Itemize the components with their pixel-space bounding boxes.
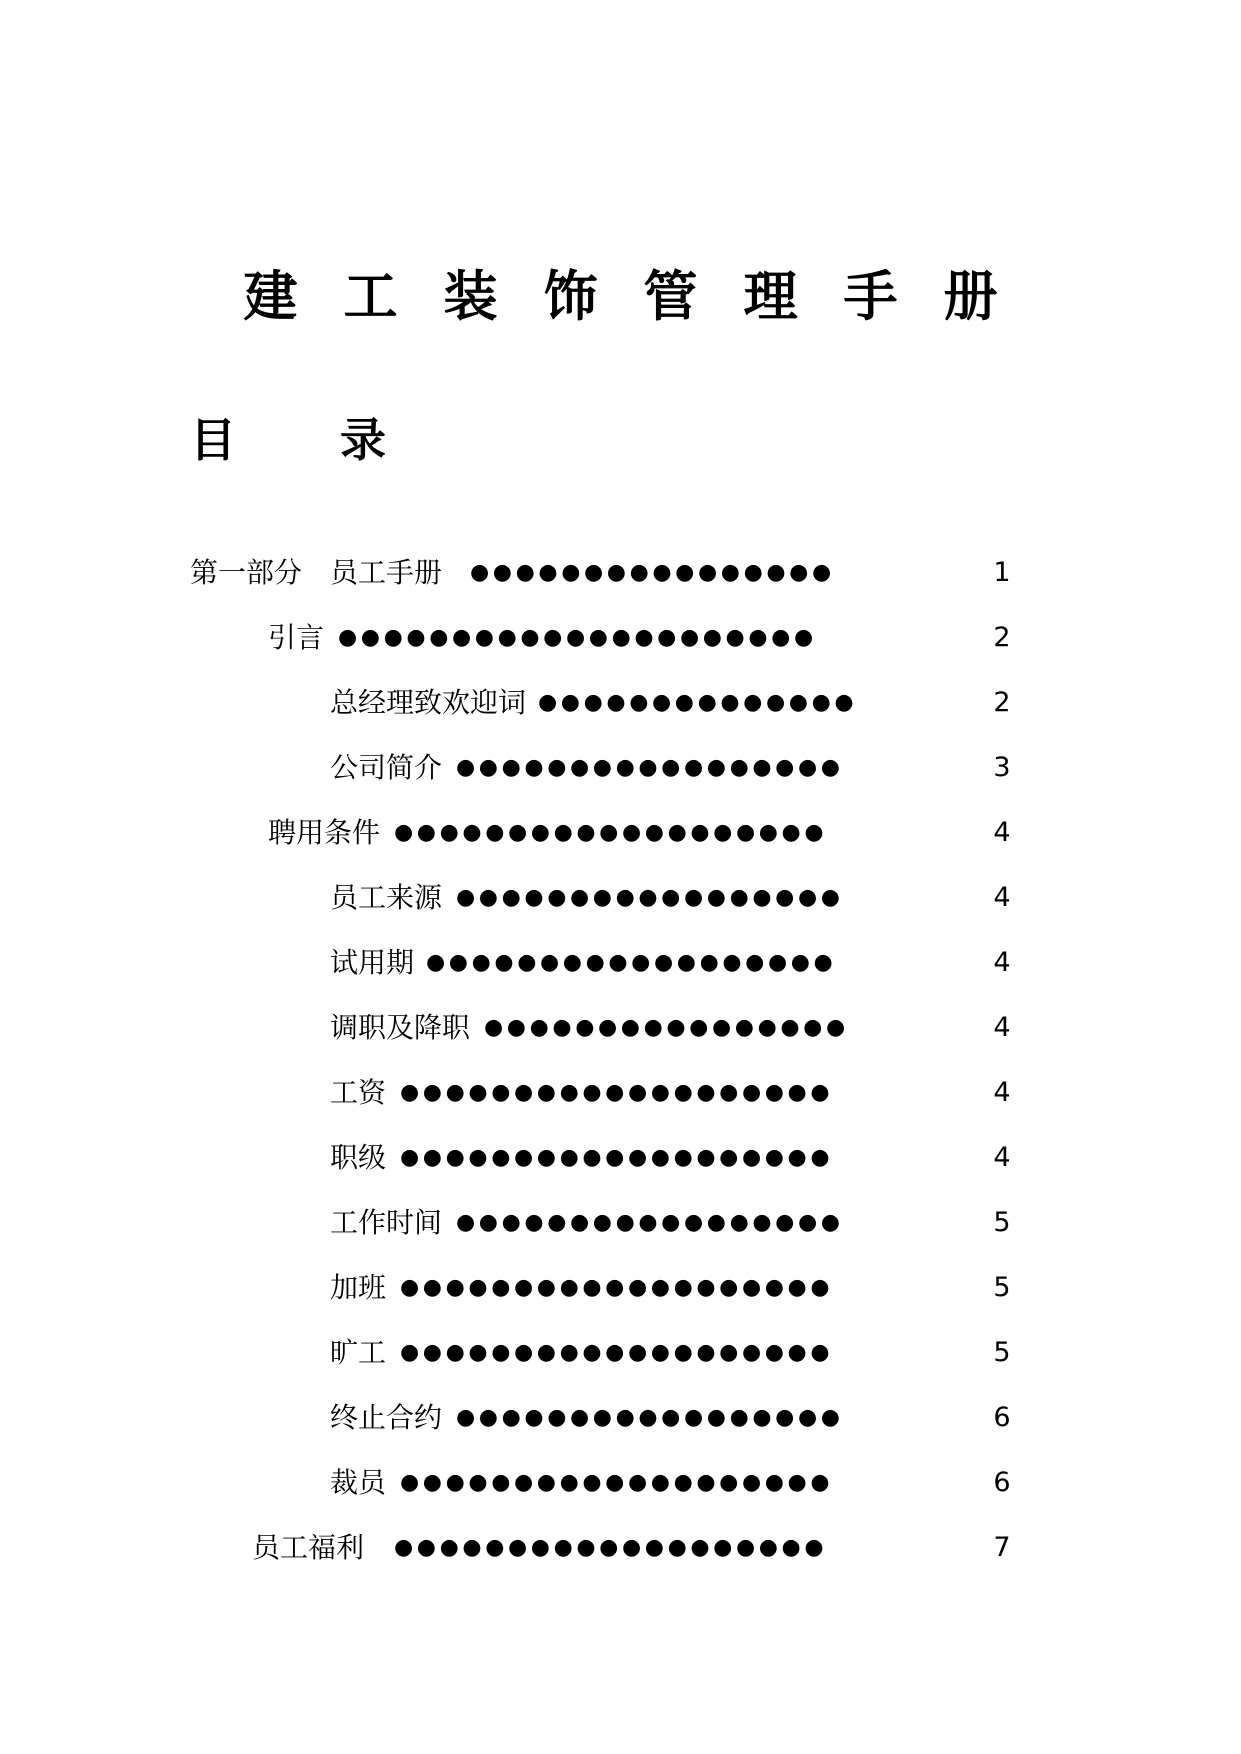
toc-entry[interactable] [330,1398,844,1438]
toc-entry[interactable] [330,1333,833,1373]
title-char: 册 [943,265,998,328]
toc-leader-dots: ●●●●●●●●●●●●●●●●●● [426,950,837,975]
toc-page-number: 4 [993,1012,1011,1043]
title-char: 饰 [543,265,598,328]
title-char: 理 [743,265,798,328]
toc-entry[interactable] [190,553,835,593]
toc-page-number: 5 [993,1272,1011,1303]
toc-entry-label: 旷工 [330,1336,387,1369]
toc-entry-label: 裁员 [330,1466,387,1499]
toc-entry-label: 加班 [330,1271,387,1304]
toc-page-number: 4 [993,882,1011,913]
toc-entry-label: 调职及降职 [330,1011,471,1044]
toc-entry[interactable] [330,1203,844,1243]
toc-entry[interactable] [330,748,844,788]
toc-leader-dots: ●●●●●●●●●●●●●●●●●●● [400,1275,834,1300]
toc-leader-dots: ●●●●●●●●●●●●●●●●● [456,1405,844,1430]
toc-entry[interactable] [330,943,836,983]
toc-entry-label: 终止合约 [330,1401,443,1434]
toc-entry[interactable] [330,1008,849,1048]
toc-entry[interactable] [330,683,857,723]
toc-page-number: 5 [993,1337,1011,1368]
toc-entry[interactable] [330,878,844,918]
toc-entry-label: 引言 [268,621,325,654]
toc-page-number: 4 [993,947,1011,978]
toc-page-number: 3 [993,752,1011,783]
toc-entry[interactable] [330,1463,833,1503]
toc-leader-dots: ●●●●●●●●●●●●●●●●●●● [400,1340,834,1365]
toc-page-number: 5 [993,1207,1011,1238]
toc-leader-dots: ●●●●●●●●●●●●●●●●● [456,755,844,780]
toc-entry-label: 第一部分 员工手册 [190,556,443,589]
toc-page-number: 4 [993,1142,1011,1173]
title-char: 管 [643,265,698,328]
toc-page-number: 4 [993,1077,1011,1108]
title-char: 建 [243,265,298,328]
toc-page-number: 6 [993,1402,1011,1433]
toc-entry-label: 聘用条件 [268,816,381,849]
title-char: 工 [343,265,398,328]
toc-leader-dots: ●●●●●●●●●●●●●●●●●●● [394,1535,828,1560]
toc-entry[interactable] [268,813,827,853]
toc-leader-dots: ●●●●●●●●●●●●●●●●●●● [394,820,828,845]
toc-leader-dots: ●●●●●●●●●●●●●●●●●●● [400,1080,834,1105]
title-char: 装 [443,265,498,328]
toc-entry-label: 试用期 [330,946,415,979]
title-char: 手 [843,265,898,328]
toc-leader-dots: ●●●●●●●●●●●●●●●●●●● [400,1470,834,1495]
toc-entry-label: 职级 [330,1141,387,1174]
toc-entry[interactable] [268,618,817,658]
toc-entry-label: 公司简介 [330,751,443,784]
toc-page-number: 4 [993,817,1011,848]
toc-entry[interactable] [330,1268,833,1308]
toc-leader-dots: ●●●●●●●●●●●●●●●● [470,560,835,585]
toc-leader-dots: ●●●●●●●●●●●●●● [538,690,858,715]
toc-heading-char: 目 [190,413,236,467]
toc-leader-dots: ●●●●●●●●●●●●●●●●●●● [400,1145,834,1170]
toc-page-number: 1 [993,557,1011,588]
toc-entry[interactable] [252,1528,827,1568]
toc-leader-dots: ●●●●●●●●●●●●●●●● [484,1015,849,1040]
toc-page-number: 7 [993,1532,1011,1563]
toc-entry-label: 员工福利 [252,1531,365,1564]
toc-entry-label: 工资 [330,1076,387,1109]
toc-page-number: 6 [993,1467,1011,1498]
toc-entry[interactable] [330,1073,833,1113]
toc-page-number: 2 [993,622,1011,653]
toc-heading-char: 录 [340,413,386,467]
toc-entry-label: 工作时间 [330,1206,443,1239]
toc-entry[interactable] [330,1138,833,1178]
toc-leader-dots: ●●●●●●●●●●●●●●●●● [456,885,844,910]
toc-leader-dots: ●●●●●●●●●●●●●●●●● [456,1210,844,1235]
toc-leader-dots: ●●●●●●●●●●●●●●●●●●●●● [338,625,817,650]
toc-page-number: 2 [993,687,1011,718]
toc-entry-label: 员工来源 [330,881,443,914]
toc-entry-label: 总经理致欢迎词 [330,686,527,719]
